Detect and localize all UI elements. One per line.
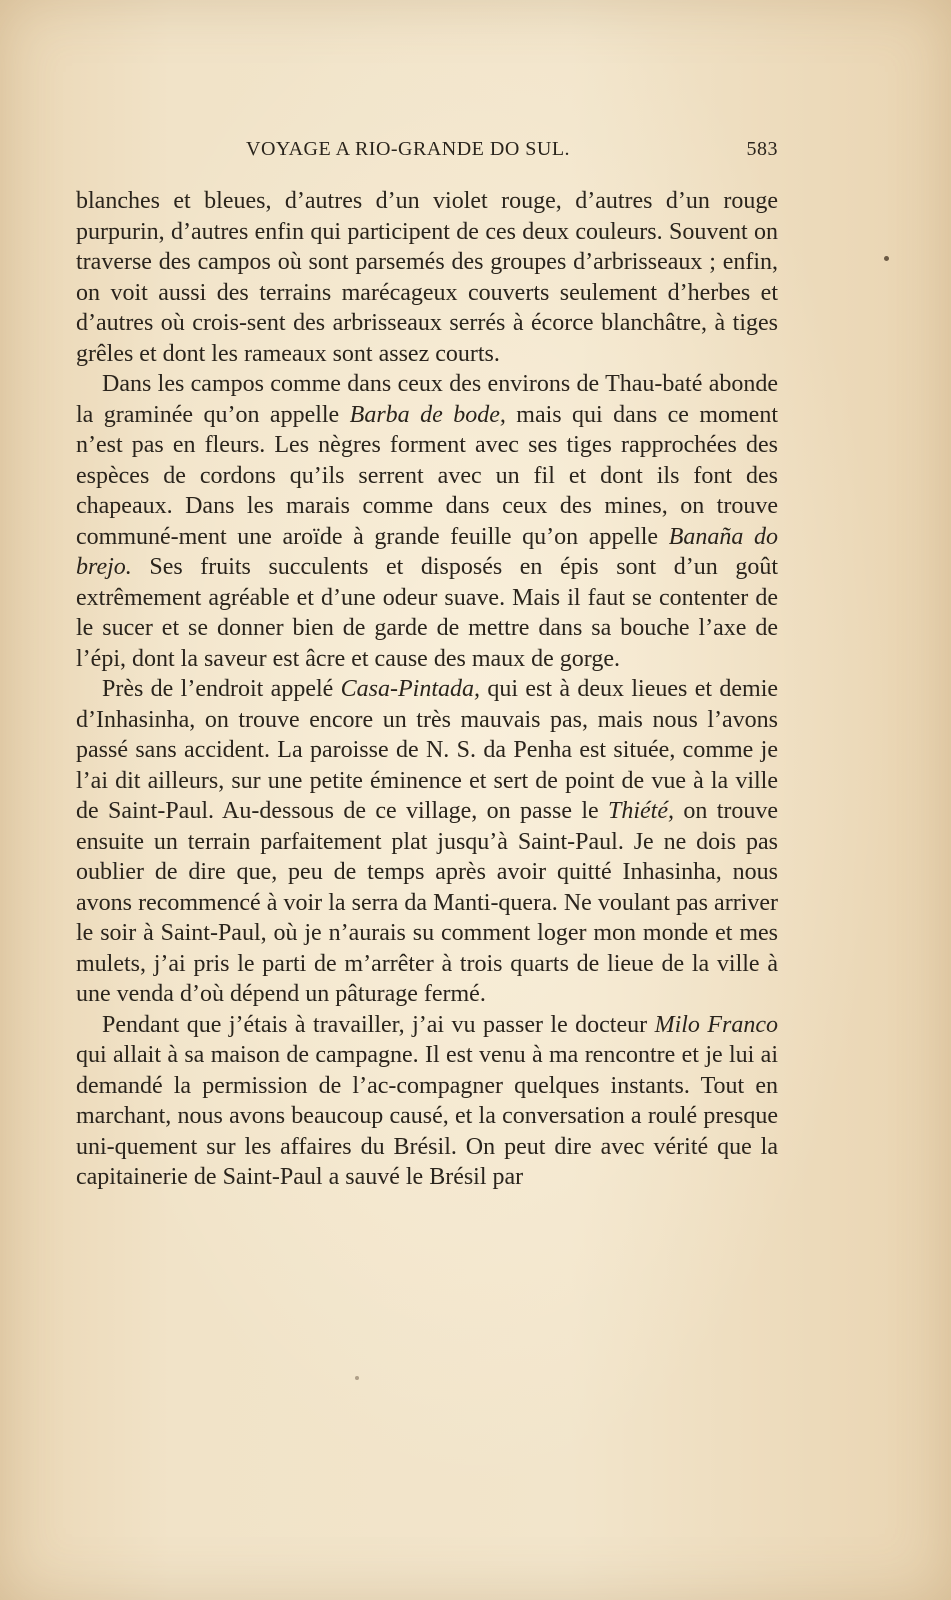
paper-speck bbox=[884, 256, 889, 261]
paragraph-2-text-b: mais qui dans ce moment n’est pas en fleurs. Les nègres forment avec ses tiges rapprochées des espèces de cordons qu’ils serrent avec un fil et dont ils font des chapeaux. Dans les marais comme dans ceux des mines, on trouve communé-ment une aroïde à grande feuille qu’on appelle bbox=[76, 401, 778, 550]
term-banana-do-brejo: Banaña do brejo. bbox=[76, 523, 778, 580]
paragraph-2-text-a: Dans les campos comme dans ceux des environs de Thau-baté abonde la graminée qu’on appelle bbox=[76, 371, 778, 428]
paragraph-4-text-a: Pendant que j’étais à travailler, j’ai vu passer le docteur bbox=[102, 1011, 655, 1038]
term-barba-de-bode: Barba de bode, bbox=[349, 401, 506, 428]
paragraph-3-text-c: on trouve ensuite un terrain parfaitement plat jusqu’à Saint-Paul. Je ne dois pas oublier de dire que, peu de temps après avoir quitté Inhasinha, nous avons recommencé à voir la serra da Manti-quera. Ne voulant pas arriver le soir à Saint-Paul, où je n’aurais su comment loger mon monde et mes mulets, j’ai pris le parti de m’arrêter à trois quarts de lieue de la ville à une venda d’où dépend un pâturage fermé. bbox=[76, 798, 779, 1007]
paragraph-1 bbox=[76, 186, 778, 369]
place-thiete: Thiété, bbox=[608, 798, 674, 824]
running-title: VOYAGE A RIO-GRANDE DO SUL. bbox=[246, 138, 571, 160]
paragraph-2 bbox=[76, 369, 778, 674]
running-header bbox=[76, 134, 778, 164]
page-number: 583 bbox=[746, 138, 778, 160]
paragraph-3-text-a: Près de l’endroit appelé bbox=[102, 676, 341, 702]
paragraph-2-text-c: Ses fruits succulents et disposés en épis sont d’un goût extrêmement agréable et d’une odeur suave. Mais il faut se contenter de le sucer et se donner bien de garde de mettre dans sa bouche l’axe de l’épi, dont la saveur est âcre et cause des maux de gorge. bbox=[76, 554, 778, 672]
body-text bbox=[76, 186, 778, 1193]
person-milo-franco: Milo Franco bbox=[654, 1011, 778, 1038]
paragraph-4-text-b: qui allait à sa maison de campagne. Il est venu à ma rencontre et je lui ai demandé la permission de l’ac-compagner quelques instants. Tout en marchant, nous avons beaucoup causé, et la conversation a roulé presque uni-quement sur les affaires du Brésil. On peut dire avec vérité que la capitainerie de Saint-Paul a sauvé le Brésil par bbox=[76, 1042, 778, 1190]
paragraph-4 bbox=[76, 1010, 778, 1193]
paper-speck bbox=[355, 1376, 359, 1380]
paragraph-3 bbox=[76, 674, 778, 1010]
paragraph-3-text-b: qui est à deux lieues et demie d’Inhasinha, on trouve encore un très mauvais pas, mais nous l’avons passé sans accident. La paroisse de N. S. da Penha est située, comme je l’ai dit ailleurs, sur une petite éminence et sert de point de vue à la ville de Saint-Paul. Au-dessous de ce village, on passe le bbox=[76, 676, 779, 824]
paragraph-1-text: blanches et bleues, d’autres d’un violet rouge, d’autres d’un rouge purpurin, d’autres enfin qui participent de ces deux couleurs. Souvent on traverse des campos où sont parsemés des groupes d’arbrisseaux ; enfin, on voit aussi des terrains marécageux couverts seulement d’herbes et d’autres où crois-sent des arbrisseaux serrés à écorce blanchâtre, à tiges grêles et dont les rameaux sont assez courts. bbox=[76, 188, 778, 367]
place-casa-pintada: Casa-Pintada, bbox=[340, 676, 480, 702]
